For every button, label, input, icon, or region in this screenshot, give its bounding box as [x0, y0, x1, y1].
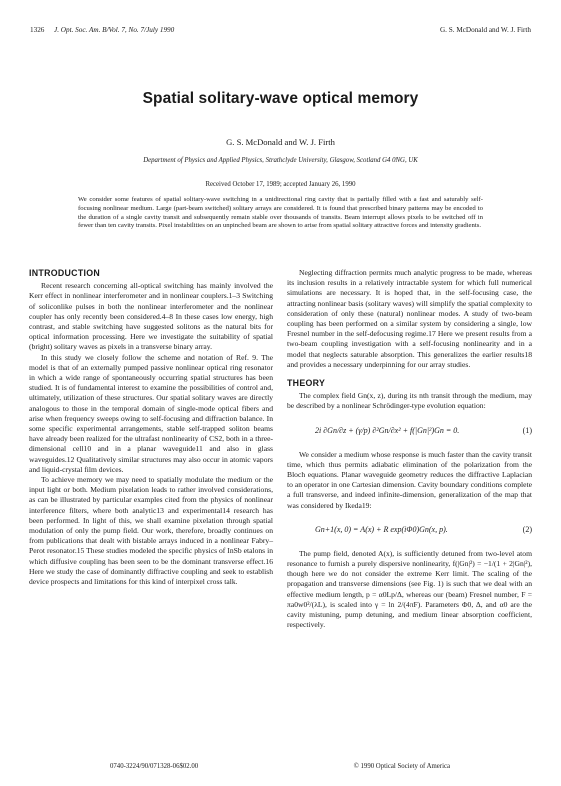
received-date: Received October 17, 1989; accepted January 26, 1990 — [205, 181, 356, 188]
page-footer — [110, 763, 450, 770]
theory-paragraph: The complex field Gn(x, z), during its nth transit through the medium, may be described by a nonlinear Schrödinger-type evolution equation: — [287, 391, 532, 411]
right-paragraph-2: We consider a medium whose response is much faster than the cavity transit time, which thus permits adiabatic elimination of the polarization from the Bloch equations. Planar waveguide geometry reduces the diffractive Laplacian to an operator in one Cartesian dimension. Cavity boundary conditions complete a full transverse, and indeed infinite-dimension, generalization of the map that was considered by Ikeda19: — [287, 449, 532, 510]
equation-1 — [287, 418, 532, 444]
page-number: 1326 — [30, 26, 45, 34]
left-column — [29, 268, 273, 587]
right-column — [287, 268, 532, 630]
equation-2 — [287, 517, 532, 543]
running-head — [30, 24, 531, 36]
running-head-authors: G. S. McDonald and W. J. Firth — [439, 26, 531, 34]
section-heading-introduction: INTRODUCTION — [29, 268, 101, 278]
paper-title: Spatial solitary-wave optical memory — [142, 90, 419, 107]
abstract: We consider some features of spatial solitary-wave switching in a unidirectional ring cavity that is partially filled with a fast and saturably self-focusing nonlinear medium. Large (part-beam switched) solitary arrays are considered. It is found that prescribed binary patterns may be encoded to the duration of a single cavity transit and subsequently remain stable over thousands of transits. Beam interrupt allows pixels to be switched off in fewer than ten cavity transits. Pixel instabilities on an unpinched beam are shown to arise from spatial solitary attractive forces and intensity gradients. — [78, 196, 483, 230]
intro-paragraph-2: In this study we closely follow the scheme and notation of Ref. 9. The model is that of an externally pumped passive nonlinear optical ring resonator in which a wide range of spontaneously occurring spatial structures has been studied. It is of fundamental interest to examine the possibilities of control and, ultimately, utilization of these structures. Our spatial solitary waves are directly analogous to those in the temporal domain of single-mode optical fibers and arise when frequency sweeps owing to self-focusing and diffraction balance. In some specific experimental arrangements, stable self-trapped soliton beams have already been realized for the ultrafast nonlinearity of CS2, both in a three-dimensional cell10 and in a planar waveguide11 and also in glass waveguides.12 Qualitatively similar structures may also occur in atomic vapors and liquid-crystal film devices. — [29, 352, 273, 474]
section-heading-theory: THEORY — [287, 378, 326, 389]
intro-paragraph-3: To achieve memory we may need to spatially modulate the medium or the input light or both. Medium pixelation leads to rather involved considerations, as can be illustrated by particular examples cited from the physics of nonlinear interference filters, where both analytic13 and experimental14 research has been performed. In light of this, we shall examine pixelation through spatial modulation of only the pump field. Our work, therefore, broadly continues on from publications that dealt with bistable arrays induced in a nonlinear Fabry–Perot resonator.15 These studies modeled the specific physics of InSb etalons in which diffusive coupling has been seen to be the dominant transverse effect.16 Here we study the case of dominantly diffractive coupling and seek to establish device prospects and limitations for this kind of interpixel cross talk. — [29, 475, 273, 587]
equation-2-body: Gn+1(x, 0) = A(x) + R exp(iΦ0)Gn(x, p). — [315, 524, 448, 534]
copyright-notice: © 1990 Optical Society of America — [353, 763, 450, 770]
right-paragraph-3: The pump field, denoted A(x), is sufficiently detuned from two-level atom resonance to furnish a purely dispersive nonlinearity, f(|Gn|²) = −1/(1 + 2|Gn|²), though here we do not consider the extreme Kerr limit. The scaling of the propagation and transverse dimensions (see Fig. 1) is such that we deal with an effective medium length, p = α0Lp/Δ, whereas our (beam) Fresnel number, F = πa0w0²/(λL), is scaled into γ = ln 2/(4πF). Parameters Φ0, Δ, and α0 are the cavity mistuning, pump detuning, and medium linear absorption coefficient, respectively. — [287, 548, 532, 630]
equation-1-number: (1) — [522, 425, 532, 435]
equation-1-body: 2i ∂Gn/∂z + (γ/p) ∂²Gn/∂x² + f(|Gn|²)Gn = 0. — [315, 425, 460, 435]
affiliation: Department of Physics and Applied Physics, Strathclyde University, Glasgow, Scotland G4 0NG, UK — [143, 157, 418, 164]
intro-paragraph-1: Recent research concerning all-optical switching has mainly involved the Kerr effect in nonlinear interferometer and in nonlinear couplers.1–3 Switching of soliconlike pulses in both the nonlinear interferometer and the nonlinear coupler has only recently been considered.4–8 In these cases low energy, high contrast, and stable switching have suggested solitons as the natural bits for optical information processing. Here we investigate the suitability of spatial (bright) solitary waves as pixels in a transverse binary array. — [29, 281, 273, 352]
author-byline: G. S. McDonald and W. J. Firth — [226, 137, 335, 147]
article-code: 0740-3224/90/071328-06$02.00 — [110, 763, 199, 770]
journal-reference: J. Opt. Soc. Am. B/Vol. 7, No. 7/July 1990 — [54, 26, 175, 34]
right-paragraph-1: Neglecting diffraction permits much analytic progress to be made, whereas its inclusion results in a relatively intractable system for which full numerical simulations are necessary. It is hoped that, in the self-focusing case, the attracting nonlinear basis (solitary waves) will simplify the spatial complexity to consideration of only these (natural) nonlinear modes. A study of two-beam coupling has been performed on a similar system by considering a single, low Fresnel number in the self-defocusing regime.17 Here we present results from a two-beam coupling investigation with a self-focusing nonlinearity and in a model that neglects saturable absorption. This generalizes the earlier results18 and provides a necessary underpinning for our array studies. — [287, 268, 532, 369]
equation-2-number: (2) — [522, 524, 532, 534]
